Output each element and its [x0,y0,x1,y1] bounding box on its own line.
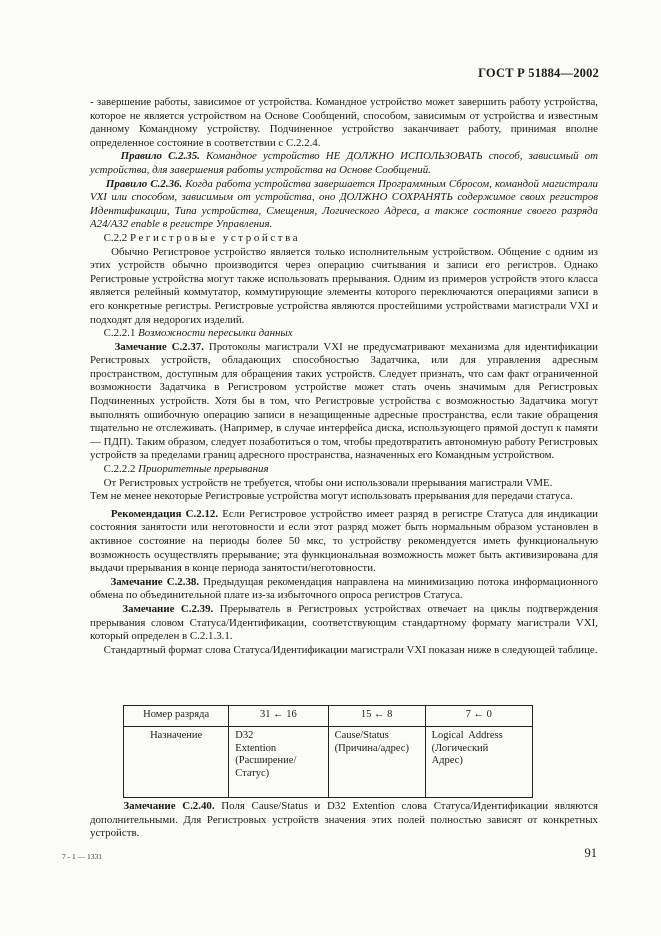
note-paragraph: Замечание С.2.38. Предыдущая рекомендация направлена на минимизацию потока информационного обмена по объединительной плате из-за избыточного опроса регистров Статуса. [90,575,598,602]
table-header-cell: Номер разряда [124,706,229,727]
subsection-heading: С.2.2.1 Возможности пересылки данных [103,327,293,340]
note-label: Замечание С.2.37. [114,340,204,353]
recommendation-label: Рекомендация С.2.12. [110,507,219,520]
table-cell: Cause/Status (Причина/адрес) [328,727,425,798]
standard-header: ГОСТ Р 51884—2002 [478,66,599,80]
table-header-row [124,706,533,727]
note-label: Замечание С.2.38. [110,575,200,588]
table-row [124,727,533,798]
note-paragraph: Замечание С.2.40. Поля Cause/Status и D32 Extention слова Статуса/Идентификации являются дополнительными. Для Регистровых устройств значения этих полей полностью зависят от конкретных устройств. [90,800,598,840]
rule-label: Правило С.2.35. [120,150,200,163]
paragraph: Обычно Регистровое устройство является только исполнительным устройством. Общение с одним из этих устройств обычно производится через операцию считывания и записи его регистров. Однако Регистровые устройства могут также использовать прерывания. Одним из примеров устройств этого класса является релейный коммутатор, коммутирующие элементы которого переключаются операциями записи в его конкретные регистры. Регистровые устройства являются простейшими устройствами магистрали VXI и подходят для недорогих изделий. [90,245,598,326]
table-header-cell: 15 ← 8 [328,706,425,727]
section-heading: С.2.2 Регистровые устройства [103,231,301,244]
note-paragraph: Замечание С.2.39. Прерыватель в Регистровых устройствах отвечает на циклы подтверждения прерывания словом Статуса/Идентификации, соответствующим стандартному формату магистрали VXI, который определен в С.2.1.3.1. [90,602,598,643]
rule-paragraph: Правило С.2.36. Когда работа устройства завершается Программным Сбросом, командой магистрали VXI или способом, зависимым от устройства, оно ДОЛЖНО СОХРАНЯТЬ содержимое своих регистров Идентификации, Типа устройства, Смещения, Логического Адреса, а также состояние своего разряда А24/А32 enable в регистре Управления. [90,177,599,231]
page-number: 91 [584,846,597,860]
table-header-cell: 7 ← 0 [425,706,532,727]
paragraph: - завершение работы, зависимое от устройства. Командное устройство может завершить работу устройства, которое не является устройством на Основе Сообщений, способом, зависимым от устройства и известным данному Командному устройству. Подчиненное устройство заканчивает работу, принимая вполне определенное состояние в соответствии с С.2.2.4. [90,96,598,149]
rule-paragraph: Правило С.2.35. Командное устройство НЕ ДОЛЖНО ИСПОЛЬЗОВАТЬ способ, зависимый от устройства, для завершения работы устройства на Основе Сообщений. [90,150,598,176]
table-header-cell: 31 ← 16 [229,706,328,727]
main-text [90,96,598,657]
paragraph: Тем не менее некоторые Регистровые устройства могут использовать прерывания для передачи статуса. [90,490,573,503]
subsection-heading: С.2.2.2 Приоритетные прерывания [103,463,269,476]
table-cell: Logical Address (Логический Адрес) [425,727,532,798]
print-mark: 7 - 1 — 1331 [62,852,102,861]
status-id-format-table [123,705,533,798]
note-label: Замечание С.2.40. [123,800,215,812]
rule-label: Правило С.2.36. [105,177,183,190]
note-paragraph: Замечание С.2.37. Протоколы магистрали VXI не предусматривают механизма для идентификации Регистровых устройств, обладающих способностью Задатчика, или для управления адресным пространством, доступным для обращения таких устройств. Следует признать, что сам факт ограниченной возможности Задатчика в Регистровом устройстве может стать очень значимым для Регистровых Подчиненных устройств. Хотя бы в том, что Регистровые устройства с возможностью Задатчика могут выполнять ошибочную операцию записи в незащищенные адресные пространства, если такие обращения тщательно не отслеживать. (Например, в случае интерфейса диска, использующего прямой доступ к памяти — ПДП). Таким образом, следует позаботиться о том, чтобы предотвратить автономную работу Регистровых устройств за пределами границ адресного пространства, назначенных его Командным устройством. [90,340,598,462]
paragraph: Стандартный формат слова Статуса/Идентификации магистрали VXI показан ниже в следующей таблице. [103,643,598,656]
recommendation-paragraph: Рекомендация С.2.12. Если Регистровое устройство имеет разряд в регистре Статуса для индикации состояния занятости или неготовности и если этот разряд может быть нормальным образом установлен в активное состояние на периоды более 50 мкс, то устройству рекомендуется иметь функциональную возможность осуществлять прерывание; эта функциональная возможность может быть активизирована для выдачи прерывания в конце периода занятости/неготовности. [90,507,599,575]
note-label: Замечание С.2.39. [122,602,214,615]
trailing-text [90,800,598,841]
table-row-label: Назначение [124,727,229,798]
table-cell: D32 Extention (Расширение/ Статус) [229,727,328,798]
paragraph: От Регистровых устройств не требуется, чтобы они использовали прерывания магистрали VME. [103,476,553,489]
